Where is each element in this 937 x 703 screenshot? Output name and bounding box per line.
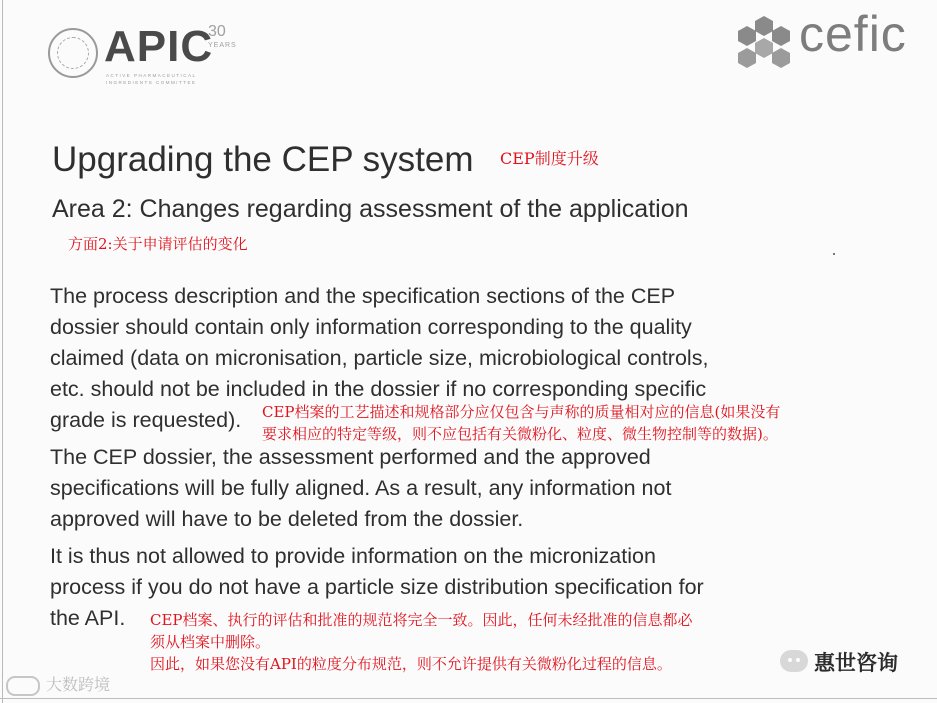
apic-seal-icon	[48, 28, 98, 78]
left-border	[2, 0, 3, 703]
cefic-logo-text: cefic	[799, 6, 907, 62]
cefic-hexagon-icon	[733, 12, 795, 68]
body-line: The CEP dossier, the assessment performed and the approved	[50, 445, 651, 469]
watermark-right	[780, 647, 930, 677]
cefic-logo	[733, 6, 923, 72]
wechat-icon	[780, 650, 808, 672]
body-line: approved will have to be deleted from the dossier.	[50, 507, 524, 531]
body-line: The process description and the specification sections of the CEP	[50, 284, 676, 308]
section-subtitle: Area 2: Changes regarding assessment of the application	[52, 195, 689, 223]
apic-years-label: YEARS	[208, 42, 237, 49]
translation-line: CEP档案的工艺描述和规格部分应仅包含与声称的质量相对应的信息(如果没有	[262, 403, 781, 421]
body-line: It is thus not allowed to provide information on the micronization	[50, 544, 656, 568]
translation-line: CEP档案、执行的评估和批准的规范将完全一致。因此，任何未经批准的信息都必	[150, 611, 693, 629]
body-line: dossier should contain only information corresponding to the quality	[50, 315, 692, 339]
watermark-right-text: 惠世咨询	[814, 651, 898, 675]
watermark-logo-icon	[6, 676, 40, 696]
apic-logo	[48, 22, 248, 85]
page-title-translation: CEP制度升级	[500, 149, 599, 168]
translation-line: 要求相应的特定等级，则不应包括有关微粉化、粒度、微生物控制等的数据)。	[262, 425, 778, 443]
scan-speck	[833, 253, 835, 255]
apic-logo-text: APIC	[104, 22, 214, 71]
body-line: the API.	[50, 606, 126, 630]
bottom-border	[0, 698, 937, 699]
page-title: Upgrading the CEP system	[52, 140, 474, 179]
translation-line: 因此，如果您没有API的粒度分布规范，则不允许提供有关微粉化过程的信息。	[150, 655, 672, 673]
body-line: claimed (data on micronisation, particle size, microbiological controls,	[50, 346, 709, 370]
watermark-left-text: 大数跨境	[46, 675, 111, 694]
body-line: specifications will be fully aligned. As a result, any information not	[50, 476, 672, 500]
watermark-left	[0, 672, 110, 696]
body-line: process if you do not have a particle size distribution specification for	[50, 575, 704, 599]
body-line: etc. should not be included in the dossier if no corresponding specific	[50, 377, 707, 401]
section-subtitle-translation: 方面2:关于申请评估的变化	[68, 235, 248, 253]
apic-subtitle: ACTIVE PHARMACEUTICAL INGREDIENTS COMMITTEE	[106, 73, 197, 85]
body-line: grade is requested).	[50, 408, 242, 432]
translation-line: 须从档案中删除。	[150, 633, 271, 651]
apic-years-number: 30	[208, 23, 226, 40]
